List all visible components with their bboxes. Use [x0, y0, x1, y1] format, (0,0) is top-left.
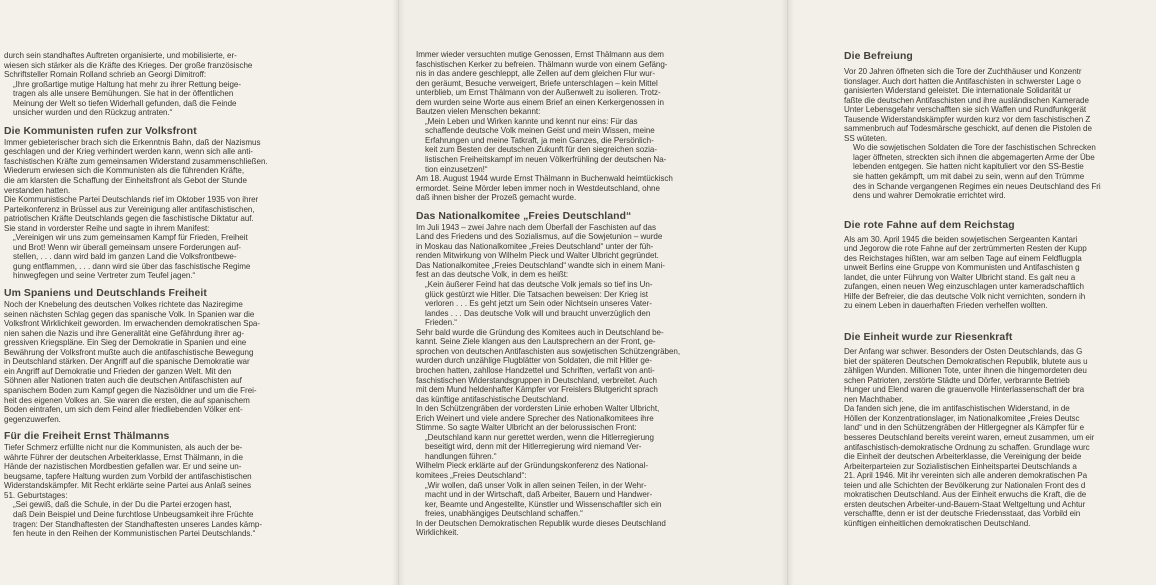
col1-intro-paragraph: durch sein standhaftes Auftreten organisierte, und mobilisierte, er- wiesen sich stärker als die Kräfte des Krieges. Der große französische Schriftsteller Romain Rolland schrieb an Georgi Dimitroff: [4, 51, 253, 80]
col2-manifest-quote: „Kein äußerer Feind hat das deutsche Volk jemals so tief ins Un- glück gestürzt wie Hitler. Die Tatsachen beweisen: Der Krieg ist verloren . . . Es geht jetzt um Sein oder Nichtsein unseres Vater- landes . . . Das deutsche Volk will und braucht unverzüglich den Frieden.“ [425, 280, 653, 328]
col3-befreiung-paragraph: Vor 20 Jahren öffneten sich die Tore der Zuchthäuser und Konzentr tionslager. Auch dort hatten die Antifaschisten in schwerster Lage o ganisierten Widerstand geleistet. Die internationale Solidarität ur faßte die deutschen Antifaschisten und ihre ausländischen Kamerade Unter Lebensgefahr verschafften sie sich Waffen und Rundfunkgerät Tausende Widerstandskämpfer wurden kurz vor dem faschistischen Z sammenbruch auf Todesmärsche geschickt, auf denen die Pistolen de SS wüteten. [844, 67, 1092, 143]
col3-reichstag-paragraph: Als am 30. April 1945 die beiden sowjetischen Sergeanten Kantari und Jegorow die rote Fahne auf der zertrümmerten Resten der Kupp des Reichstages hißten, war am selben Tage auf einem Feldflugpla unweit Berlins eine Gruppe von Kommunisten und Antifaschisten g landet, die unter Führung von Walter Ulbricht stand. Es galt neu a zufangen, einen neuen Weg einzuschlagen unter kameradschaftlich Hilfe der Befreier, die das deutsche Volk nicht vernichten, sondern ih zu einem Leben in dauerhaften Frieden verhelfen wollten. [844, 234, 1087, 311]
fold-shadow [399, 0, 405, 585]
heading-spanien: Um Spaniens und Deutschlands Freiheit [4, 288, 207, 300]
heading-befreiung: Die Befreiung [844, 51, 913, 62]
column-1-text [4, 51, 394, 539]
col3-soldaten-paragraph: Wo die sowjetischen Soldaten die Tore der faschistischen Schrecken lager öffneten, streckten sich ihnen die abgemagerten Arme der Übe lebenden entgegen. Sie hatten nicht kapituliert vor den SS-Bestie sie hatten gekämpft, um mit dabei zu sein, wenn auf den Trümme des in Schande vergangenen Regimes ein neues Deutschland des Fri dens und wahrer Demokratie errichtet wird. [853, 143, 1101, 201]
col1-volksfront-paragraph: Immer gebieterischer brach sich die Erkenntnis Bahn, daß der Nazismus geschlagen und der Krieg verhindert werden kann, wenn sich alle anti- faschistischen Kräfte zum gemeinsamen Widerstand zusammenschließen. Wiederum erwiesen sich die Kommunisten als die führenden Kräfte, die am klarsten die Schaffung der Einheitsfront als Gebot der Stunde verstanden hatten. Die Kommunistische Partei Deutschlands rief im Oktober 1935 von ihrer Parteikonferenz in Brüssel aus zur Vereinigung aller antifaschistischen, patriotischen Kräfte Deutschlands gegen die faschistische Diktatur auf. Sie stand in vorderster Reihe und sagte in ihrem Manifest: [4, 137, 268, 233]
page-column-2 [398, 0, 787, 585]
fold-shadow [788, 0, 794, 585]
col2-kerker-paragraph: Immer wieder versuchten mutige Genossen, Ernst Thälmann aus dem faschistischen Kerker zu befreien. Thälmann wurde von einem Gefäng- nis in das andere geschleppt, alle Zellen auf dem gleichen Flur wur- den geräumt, Besuche verweigert, Briefe unterschlagen – kein Mittel unterblieb, um Ernst Thälmann von der Außenwelt zu isolieren. Trotz- dem wurden seine Worte aus einem Brief an einen Kerkergenossen in Bautzen vielen Menschen bekannt: [416, 50, 668, 117]
heading-thaelmann: Für die Freiheit Ernst Thälmanns [4, 431, 170, 443]
heading-einheit: Die Einheit wurde zur Riesenkraft [844, 332, 1013, 344]
col2-pieck-paragraph: Wilhelm Pieck erklärte auf der Gründungskonferenz des National- komitees „Freies Deutschland“: [416, 461, 649, 480]
col1-thaelmann-paragraph: Tiefer Schmerz erfüllte nicht nur die Kommunisten, als auch der be- währte Führer der deutschen Arbeiterklasse, Ernst Thälmann, in die Hände der nazistischen Mordbestien gefallen war. Er und seine un- beugsame, tapfere Haltung wurden zum Vorbild der antifaschistischen Widerstandskämpfer. Mit Recht erklärte seine Partei aus Anlaß seines 51. Geburtstages: [4, 443, 252, 500]
col2-gruendung-paragraph: Sehr bald wurde die Gründung des Komitees auch in Deutschland be- kannt. Seine Ziele klangen aus den Lautsprechern an der Front, ge- sprochen von deutschen Antifaschisten aus sowjetischen Schützengräben, wurden durch unzählige Flugblätter von Soldaten, die mit Hitler ge- brochen hatten, zahllose Handzettel und Schriften, verfaßt von anti- faschistischen Widerstandsgruppen in Deutschland, verbreitet. Auch mit dem Mund heldenhafter Kämpfer vor Freislers Blutgericht sprach das künftige antifaschistische Deutschland. In den Schützengräben der vordersten Linie erhoben Walter Ulbricht, Erich Weinert und viele andere Sprecher des Nationalkomitees ihre Stimme. So sagte Walter Ulbricht an der belorussischen Front: [416, 327, 681, 433]
col2-ulbricht-quote: „Deutschland kann nur gerettet werden, wenn die Hitlerregierung beseitigt wird, denn mit der Hitlerregierung wird niemand Ver- handlungen führen.“ [425, 432, 654, 461]
heading-volksfront: Die Kommunisten rufen zur Volksfront [4, 125, 197, 137]
col1-spanien-paragraph: Noch der Knebelung des deutschen Volkes richtete das Naziregime seinen nächsten Schlag gegen das spanische Volk. In Spanien war die Volksfront Wirklichkeit geworden. Im erwachenden demokratischen Spa- nien sahen die Nazis und ihre Generalität eine Gefährdung ihrer ag- gressiven Kriegspläne. Ein Sieg der Demokratie in Spanien und eine Bewährung der Volksfront mußte auch die antifaschistische Bewegung in Deutschland stärken. Der Angriff auf die spanische Demokratie war ein Angriff auf Demokratie und Frieden der ganzen Welt. Mit den Söhnen aller Nationen traten auch die deutschen Antifaschisten auf spanischem Boden zum Kampf gegen die Nazisöldner und um die Frei- heit des eigenen Volkes an. Sie waren die ersten, die auf spanischem Boden eintrafen, um sich dem Feind aller friedliebenden Völker ent- gegenzuwerfen. [4, 300, 261, 424]
col2-mord-paragraph: Am 18. August 1944 wurde Ernst Thälmann in Buchenwald heimtückisch ermordet. Seine Mörder leben immer noch in Westdeutschland, ohne daß ihnen bisher der Prozeß gemacht wurde. [416, 174, 673, 203]
col3-einheit-paragraph: Der Anfang war schwer. Besonders der Osten Deutschlands, das G biet der späteren Deutschen Demokratischen Republik, blutete aus u zähligen Wunden. Millionen Tote, unter ihnen die hingemordeten deu schen Patrioten, zerstörte Städte und Dörfer, verbrannte Betrieb Hunger und Elend waren die grauenvolle Hinterlassenschaft der bra nen Machthaber. Da fanden sich jene, die im antifaschistischen Widerstand, in de Höllen der Konzentrationslager, im Nationalkomitee „Freies Deutsc land“ und in den Schützengräben der Hitlergegner als Kämpfer für e besseres Deutschland bereits vereint waren, erneut zusammen, um eir antifaschistisch-demokratische Ordnung zu schaffen. Grundlage wurc die Einheit der deutschen Arbeiterklasse, die Vereinigung der beide Arbeiterparteien zur Sozialistischen Einheitspartei Deutschlands a 21. April 1946. Mit ihr vereinten sich alle anderen demokratischen Pa teien und alle Schichten der Bevölkerung zur Nationalen Front des d mokratischen Deutschland. Aus der Einheit erwuchs die Kraft, die de ersten deutschen Arbeiter-und-Bauern-Staat Weltgeltung und Achtur verschaffte, denn er ist der deutsche Friedensstaat, das Vorbild ein künftigen einheitlichen demokratischen Deutschland. [844, 347, 1095, 528]
col2-ddr-paragraph: In der Deutschen Demokratischen Republik wurde dieses Deutschland Wirklichkeit. [416, 518, 666, 538]
col1-geburtstag-quote: „Sei gewiß, daß die Schule, in der Du die Partei erzogen hast, daß Dein Beispiel und Deine furchtlose Unbeugsamkeit ihre Früchte tragen: Der Standhaftesten der Standhaftesten unseres Landes kämp- fen heute in den Reihen der Kommunistischen Partei Deutschlands.“ [13, 500, 262, 539]
heading-nationalkomitee: Das Nationalkomitee „Freies Deutschland“ [416, 210, 632, 222]
col2-pieck-quote: „Wir wollen, daß unser Volk in allen seinen Teilen, in der Wehr- macht und in der Wirtschaft, daß Arbeiter, Bauern und Handwer- ker, Beamte und Angestellte, Künstler und Wissenschaftler sich ein freies, unabhängiges Deutschland schaffen.“ [425, 480, 662, 519]
column-2-text [416, 50, 768, 538]
col1-rolland-quote: „Ihre großartige mutige Haltung hat mehr zu ihrer Rettung beige- tragen als alle unsere Bemühungen. Sie hat in der öffentlichen Meinung der Welt so tiefen Widerhall gefunden, daß die Feinde unsicher wurden und den Rückzug antraten.“ [13, 79, 241, 118]
page-column-3 [787, 0, 1156, 585]
page-column-1 [0, 0, 398, 585]
column-3-text [844, 50, 1156, 528]
col2-thaelmann-quote: „Mein Leben und Wirken kannte und kennt nur eins: Für das schaffende deutsche Volk meinen Geist und mein Wissen, meine Erfahrungen und meine Tatkraft, ja mein Ganzes, die Persönlich- keit zum Besten der deutschen Zukunft für den siegreichen sozia- listischen Freiheitskampf im neuen Völkerfrühling der deutschen Na- tion einzusetzen!“ [425, 116, 667, 174]
col1-manifest-quote: „Vereinigen wir uns zum gemeinsamen Kampf für Frieden, Freiheit und Brot! Wenn wir überall gemeinsam unsere Forderungen auf- stellen, . . . dann wird bald im ganzen Land die Volksfrontbewe- gung entflammen, . . . dann wird sie über das faschistische Regime hinwegfegen und seine Vertreter zum Teufel jagen.“ [13, 233, 251, 281]
heading-rote-fahne: Die rote Fahne auf dem Reichstag [844, 219, 1015, 231]
col2-juli-paragraph: Im Juli 1943 – zwei Jahre nach dem Überfall der Faschisten auf das Land des Friedens und des Sozialismus, auf die Sowjetunion – wurde in Moskau das Nationalkomitee „Freies Deutschland“ unter der füh- renden Mitwirkung von Wilhelm Pieck und Walter Ulbricht gegründet. Das Nationalkomitee „Freies Deutschland“ wandte sich in einem Mani- fest an das deutsche Volk, in dem es heißt: [416, 222, 665, 280]
